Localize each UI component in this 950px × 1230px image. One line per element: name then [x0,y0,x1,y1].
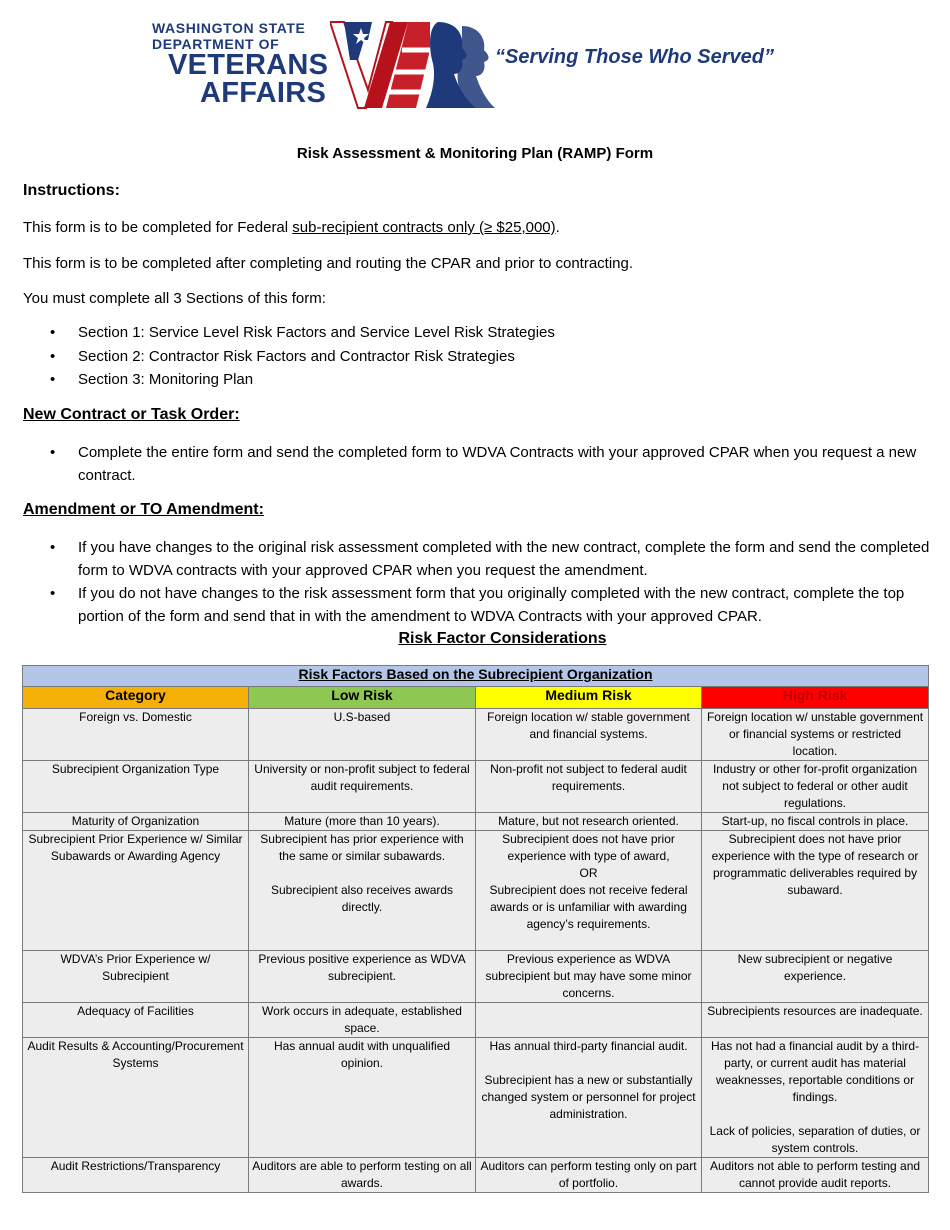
table-row [23,761,929,813]
high-risk-cell: New subrecipient or negative experience. [702,951,929,1003]
p1-underlined-text: sub-recipient contracts only (≥ $25,000) [292,219,556,236]
category-cell: Audit Results & Accounting/Procurement Systems [23,1038,249,1158]
instructions-paragraph-1 [23,216,560,239]
low-risk-cell: Mature (more than 10 years). [249,813,476,831]
header-high-risk: High Risk [702,687,929,709]
header-low-risk: Low Risk [249,687,476,709]
high-risk-cell: Industry or other for-profit organization not subject to federal or other audit regulations. [702,761,929,813]
org-name-line3: VETERANS [168,49,329,81]
org-name-line2: DEPARTMENT OF [152,36,280,52]
org-motto: “Serving Those Who Served” [495,46,774,68]
category-cell: Subrecipient Prior Experience w/ Similar Subawards or Awarding Agency [23,831,249,951]
high-risk-cell: Auditors not able to perform testing and cannot provide audit reports. [702,1158,929,1193]
header-category: Category [23,687,249,709]
org-name-line4: AFFAIRS [200,77,327,109]
form-title: Risk Assessment & Monitoring Plan (RAMP) Form [296,145,654,162]
table-row [23,1158,929,1193]
category-cell: Audit Restrictions/Transparency [23,1158,249,1193]
table-row [23,831,929,951]
section-list-item: • Section 3: Monitoring Plan [78,368,933,391]
high-risk-cell: Start-up, no fiscal controls in place. [702,813,929,831]
amendment-bullet: • If you have changes to the original risk assessment completed with the new contract, complete the form and send the completed form to WDVA contracts with your approved CPAR when you request the amendment. [78,536,933,582]
p1-text-pre: This form is to be completed for Federal [23,219,293,236]
medium-risk-cell: Has annual third-party financial audit. Subrecipient has a new or substantially changed system or personnel for project administration. [476,1038,702,1158]
section-list-item: • Section 1: Service Level Risk Factors and Service Level Risk Strategies [78,321,933,344]
new-contract-bullet: • Complete the entire form and send the completed form to WDVA Contracts with your approved CPAR when you request a new contract. [78,441,933,487]
risk-table-body [23,709,929,1193]
high-risk-cell: Subrecipients resources are inadequate. [702,1003,929,1038]
low-risk-cell: Has annual audit with unqualified opinion. [249,1038,476,1158]
table-caption: Risk Factors Based on the Subrecipient Organization [23,666,929,687]
medium-risk-cell: Foreign location w/ stable government and financial systems. [476,709,702,761]
risk-factor-considerations-title: Risk Factor Considerations [398,630,607,647]
table-row [23,813,929,831]
wdva-logo [150,20,830,110]
table-row [23,1003,929,1038]
table-row [23,709,929,761]
high-risk-cell: Has not had a financial audit by a third-party, or current audit has material weaknesses, reportable conditions or findings. Lack of policies, separation of duties, or system controls. [702,1038,929,1158]
medium-risk-cell: Previous experience as WDVA subrecipient but may have some minor concerns. [476,951,702,1003]
low-risk-cell: Auditors are able to perform testing on all awards. [249,1158,476,1193]
low-risk-cell: Work occurs in adequate, established space. [249,1003,476,1038]
low-risk-cell: Subrecipient has prior experience with the same or similar subawards. Subrecipient also receives awards directly. [249,831,476,951]
category-cell: Adequacy of Facilities [23,1003,249,1038]
table-row [23,951,929,1003]
risk-factors-table [22,665,929,1193]
instructions-paragraph-3: You must complete all 3 Sections of this form: [23,290,326,307]
low-risk-cell: U.S-based [249,709,476,761]
new-contract-heading: New Contract or Task Order: [23,406,240,423]
header-medium-risk: Medium Risk [476,687,702,709]
medium-risk-cell: Mature, but not research oriented. [476,813,702,831]
instructions-paragraph-2: This form is to be completed after completing and routing the CPAR and prior to contracting. [23,255,634,272]
medium-risk-cell [476,1003,702,1038]
category-cell: Maturity of Organization [23,813,249,831]
instructions-heading: Instructions: [23,182,120,199]
category-cell: Subrecipient Organization Type [23,761,249,813]
medium-risk-cell: Auditors can perform testing only on part of portfolio. [476,1158,702,1193]
amendment-bullet: • If you do not have changes to the risk assessment form that you originally completed with the new contract, complete the top portion of the form and send that in with the amendment to WDVA Contracts with your approved CPAR. [78,582,933,628]
p1-text-post: . [555,219,560,236]
medium-risk-cell: Non-profit not subject to federal audit requirements. [476,761,702,813]
low-risk-cell: Previous positive experience as WDVA subrecipient. [249,951,476,1003]
org-name-line1: WASHINGTON STATE [152,20,306,36]
medium-risk-cell: Subrecipient does not have prior experience with type of award, OR Subrecipient does not receive federal awards or is unfamiliar with awarding agency’s requirements. [476,831,702,951]
category-cell: Foreign vs. Domestic [23,709,249,761]
flag-silhouette-icon [330,20,495,110]
high-risk-cell: Subrecipient does not have prior experience with the type of research or programmatic deliverables required by subaward. [702,831,929,951]
high-risk-cell: Foreign location w/ unstable government or financial systems or restricted location. [702,709,929,761]
section-list-item: • Section 2: Contractor Risk Factors and Contractor Risk Strategies [78,345,933,368]
table-row [23,1038,929,1158]
category-cell: WDVA’s Prior Experience w/ Subrecipient [23,951,249,1003]
low-risk-cell: University or non-profit subject to federal audit requirements. [249,761,476,813]
amendment-heading: Amendment or TO Amendment: [23,501,264,518]
